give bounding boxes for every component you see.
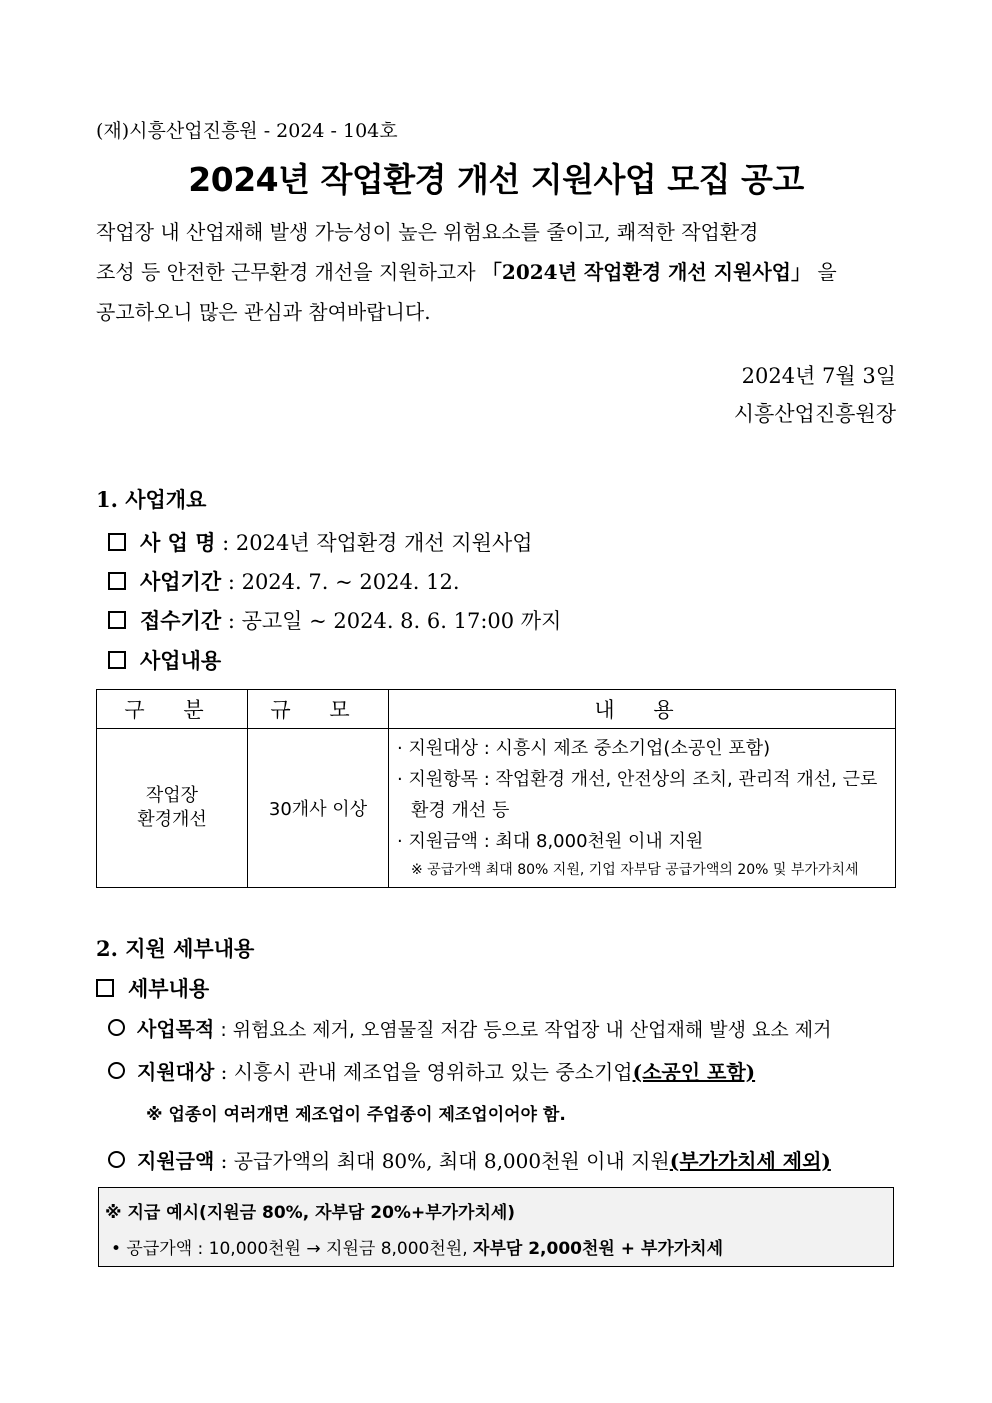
item-value: : 공고일 ~ 2024. 8. 6. 17:00 까지 (221, 609, 562, 633)
industry-warning: ※ 업종이 여러개면 제조업이 주업종이 제조업이어야 함. (146, 1105, 566, 1125)
amount-emphasis: (부가가치세 제외) (669, 1149, 831, 1173)
detail-subheading (96, 973, 209, 1003)
circle-bullet-icon (108, 1151, 125, 1168)
overview-item-contents (108, 645, 221, 675)
page-title: 2024년 작업환경 개선 지원사업 모집 공고 (188, 160, 804, 199)
section-1-heading: 1. 사업개요 (96, 487, 207, 512)
intro-line-1: 작업장 내 산업재해 발생 가능성이 높은 위험요소를 줄이고, 쾌적한 작업환경 (96, 220, 759, 244)
cell-content (389, 729, 896, 888)
item-label: 사업내용 (140, 648, 222, 673)
item-label: 접수기간 (140, 608, 222, 633)
content-items-cont: 환경 개선 등 (411, 800, 510, 821)
intro-line-3: 공고하오니 많은 관심과 참여바랍니다. (96, 300, 431, 324)
table-row (97, 729, 896, 888)
overview-item-reception (108, 605, 561, 635)
announce-date: 2024년 7월 3일 (741, 364, 896, 388)
checkbox-square-icon (108, 533, 126, 551)
detail-purpose (108, 1013, 831, 1042)
issuer: 시흥산업진흥원장 (733, 402, 896, 426)
target-value: : 시흥시 관내 제조업을 영위하고 있는 중소기업 (214, 1060, 633, 1084)
category-line-1: 작업장 (145, 785, 199, 806)
amount-value: : 공급가액의 최대 80%, 최대 8,000천원 이내 지원 (214, 1149, 670, 1173)
circle-bullet-icon (108, 1019, 125, 1036)
payment-example-box (98, 1187, 894, 1267)
checkbox-square-icon (108, 651, 126, 669)
intro-line-2-text: 조성 등 안전한 근무환경 개선을 지원하고자 (96, 260, 482, 284)
checkbox-square-icon (108, 611, 126, 629)
example-line (111, 1234, 723, 1259)
category-line-2: 환경개선 (137, 809, 207, 830)
col-header-category: 구 분 (97, 690, 248, 729)
intro-line-2-end: 을 (817, 260, 837, 284)
cell-category (97, 729, 248, 888)
example-bold: 자부담 2,000천원 + 부가가치세 (473, 1239, 724, 1259)
content-items: · 지원항목 : 작업환경 개선, 안전상의 조치, 관리적 개선, 근로 (397, 769, 878, 790)
item-value: : 2024. 7. ~ 2024. 12. (221, 570, 460, 594)
checkbox-square-icon (108, 572, 126, 590)
cell-scale: 30개사 이상 (248, 729, 389, 888)
example-text: • 공급가액 : 10,000천원 → 지원금 8,000천원, (111, 1239, 474, 1259)
content-amount: · 지원금액 : 최대 8,000천원 이내 지원 (397, 831, 704, 852)
detail-target (108, 1056, 755, 1085)
program-table (96, 689, 896, 888)
target-emphasis: (소공인 포함) (632, 1060, 756, 1084)
checkbox-square-icon (96, 979, 114, 997)
purpose-value: : 위험요소 제거, 오염물질 저감 등으로 작업장 내 산업재해 발생 요소 제거 (214, 1019, 832, 1041)
purpose-label: 사업목적 (137, 1017, 215, 1041)
overview-item-period (108, 566, 460, 596)
col-header-content: 내 용 (389, 690, 896, 729)
table-header-row (97, 690, 896, 729)
content-target: · 지원대상 : 시흥시 제조 중소기업(소공인 포함) (397, 738, 771, 759)
content-note: ※ 공급가액 최대 80% 지원, 기업 자부담 공급가액의 20% 및 부가가치세 (411, 862, 859, 878)
col-header-scale: 규 모 (248, 690, 389, 729)
detail-amount (108, 1145, 831, 1174)
section-2-heading: 2. 지원 세부내용 (96, 936, 255, 961)
intro-paragraph (96, 212, 896, 332)
intro-line-2 (96, 252, 896, 292)
item-label: 사업기간 (140, 569, 222, 594)
item-label: 사 업 명 (140, 530, 216, 555)
subheading-label: 세부내용 (128, 976, 210, 1001)
overview-item-name (108, 527, 533, 557)
circle-bullet-icon (108, 1062, 125, 1079)
item-value: : 2024년 작업환경 개선 지원사업 (215, 531, 533, 555)
reference-number: (재)시흥산업진흥원 - 2024 - 104호 (96, 120, 398, 142)
program-name: 「2024년 작업환경 개선 지원사업」 (481, 260, 811, 284)
target-label: 지원대상 (137, 1060, 215, 1084)
amount-label: 지원금액 (137, 1149, 215, 1173)
example-heading: ※ 지급 예시(지원금 80%, 자부담 20%+부가가치세) (105, 1203, 516, 1223)
